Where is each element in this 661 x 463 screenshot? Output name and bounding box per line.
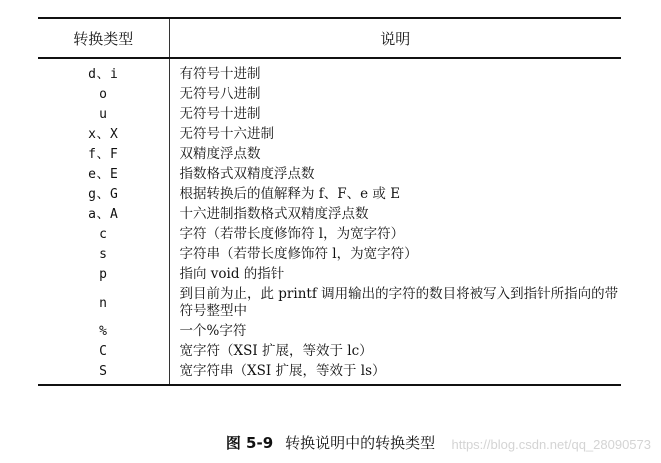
conversion-code: a、A xyxy=(38,205,169,225)
conversion-description: 有符号十进制 xyxy=(179,66,261,82)
figure-number: 图 5-9 xyxy=(225,434,274,452)
table-row xyxy=(38,245,621,265)
conversion-description: 到目前为止，此 printf 调用输出的字符的数目将被写入到指针所指向的带符号整型中 xyxy=(179,286,619,319)
conversion-code: g、G xyxy=(38,185,169,205)
table-row xyxy=(38,205,621,225)
conversion-description: 无符号八进制 xyxy=(179,86,261,102)
conversion-code: c xyxy=(38,225,169,245)
conversion-description: 十六进制指数格式双精度浮点数 xyxy=(179,206,369,222)
table-row xyxy=(38,85,621,105)
table-row xyxy=(38,125,621,145)
table-row xyxy=(38,322,621,342)
table-row xyxy=(38,105,621,125)
table-row xyxy=(38,362,621,386)
conversion-code: s xyxy=(38,245,169,265)
table-row xyxy=(38,58,621,85)
table-row xyxy=(38,265,621,285)
conversion-code: e、E xyxy=(38,165,169,185)
table-row xyxy=(38,342,621,362)
conversion-code: o xyxy=(38,85,169,105)
conversion-code: d、i xyxy=(38,58,169,85)
conversion-code: C xyxy=(38,342,169,362)
header-conversion-type: 转换类型 xyxy=(38,18,169,58)
conversion-description: 宽字符串（XSI 扩展，等效于 ls） xyxy=(169,362,621,386)
table-row xyxy=(38,185,621,205)
conversion-description: 宽字符（XSI 扩展，等效于 lc） xyxy=(179,343,373,359)
conversion-description: 字符（若带长度修饰符 l，为宽字符） xyxy=(179,226,405,242)
conversion-code: S xyxy=(38,362,169,386)
conversion-description: 指数格式双精度浮点数 xyxy=(179,166,315,182)
conversion-code: x、X xyxy=(38,125,169,145)
conversion-code: f、F xyxy=(38,145,169,165)
conversion-code: % xyxy=(38,322,169,342)
table-row xyxy=(38,165,621,185)
table-row xyxy=(38,225,621,245)
table-header-row xyxy=(38,18,621,58)
conversion-code: u xyxy=(38,105,169,125)
conversion-description: 无符号十进制 xyxy=(179,106,261,122)
conversion-description: 根据转换后的值解释为 f、F、e 或 E xyxy=(179,186,401,202)
watermark-url: https://blog.csdn.net/qq_28090573 xyxy=(451,437,651,452)
conversion-description: 双精度浮点数 xyxy=(179,146,261,162)
conversion-code: p xyxy=(38,265,169,285)
conversion-type-table xyxy=(38,17,621,386)
table-row xyxy=(38,145,621,165)
header-description: 说明 xyxy=(380,29,411,48)
conversion-description: 无符号十六进制 xyxy=(179,126,274,142)
figure-title: 转换说明中的转换类型 xyxy=(285,434,436,452)
conversion-code: n xyxy=(38,285,169,322)
conversion-description: 指向 void 的指针 xyxy=(179,266,285,282)
table-row xyxy=(38,285,621,322)
conversion-type-table-container xyxy=(38,17,621,386)
conversion-description: 字符串（若带长度修饰符 l，为宽字符） xyxy=(179,246,418,262)
conversion-description: 一个%字符 xyxy=(179,323,247,339)
